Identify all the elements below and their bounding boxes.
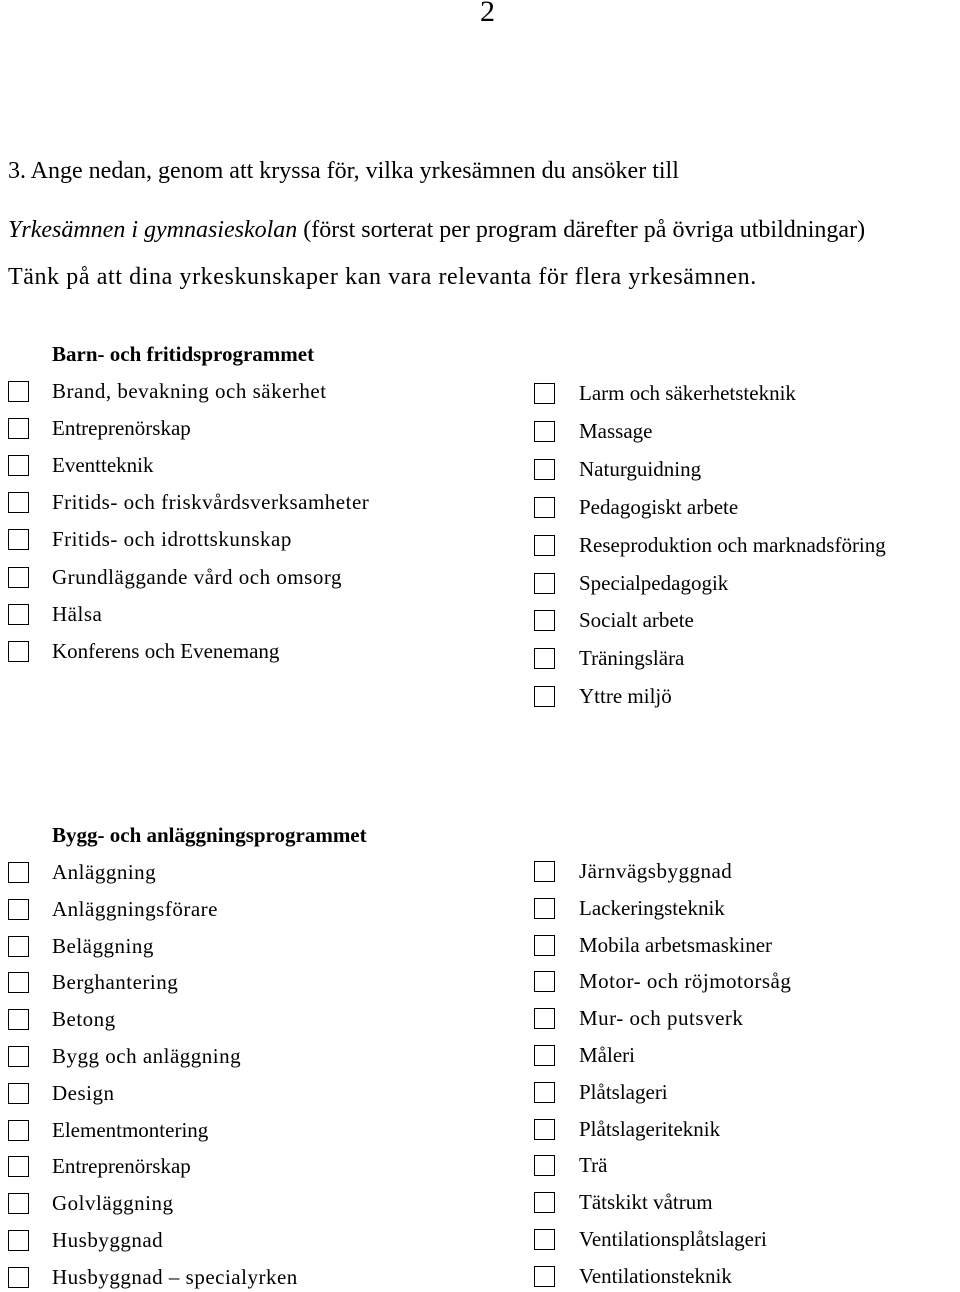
checkbox-label: Ventilationsteknik xyxy=(579,1264,732,1288)
checklist-item xyxy=(534,858,732,884)
checklist-item xyxy=(8,1043,241,1069)
checkbox[interactable] xyxy=(8,641,29,662)
checkbox[interactable] xyxy=(8,1193,29,1214)
checkbox[interactable] xyxy=(8,936,29,957)
subtitle-rest: (först sorterat per program därefter på övriga utbildningar) xyxy=(297,217,866,243)
checklist-item xyxy=(8,1006,116,1032)
checkbox[interactable] xyxy=(534,1192,555,1213)
checkbox-label: Elementmontering xyxy=(52,1118,209,1142)
checkbox-label: Eventteknik xyxy=(52,453,154,477)
checkbox-label: Entreprenörskap xyxy=(52,1154,191,1178)
checkbox[interactable] xyxy=(534,1045,555,1066)
checkbox[interactable] xyxy=(534,898,555,919)
checkbox[interactable] xyxy=(8,381,29,402)
checkbox[interactable] xyxy=(534,535,555,556)
checkbox-label: Beläggning xyxy=(52,934,154,958)
checkbox[interactable] xyxy=(534,1266,555,1287)
checklist-item xyxy=(8,378,327,404)
checkbox[interactable] xyxy=(8,529,29,550)
checkbox[interactable] xyxy=(534,686,555,707)
checkbox-label: Pedagogiskt arbete xyxy=(579,495,739,519)
checkbox[interactable] xyxy=(534,497,555,518)
page-number: 2 xyxy=(480,0,495,28)
checklist-item xyxy=(534,1042,635,1068)
checklist-item xyxy=(8,1190,174,1216)
checkbox[interactable] xyxy=(534,935,555,956)
checklist-item xyxy=(8,638,279,664)
checkbox[interactable] xyxy=(8,492,29,513)
checkbox-label: Konferens och Evenemang xyxy=(52,639,280,663)
checklist-item xyxy=(534,570,728,596)
checklist-item xyxy=(8,415,191,441)
checkbox[interactable] xyxy=(8,455,29,476)
checklist-item xyxy=(8,1264,298,1290)
checklist-item xyxy=(8,564,342,590)
checkbox[interactable] xyxy=(534,421,555,442)
checklist-item xyxy=(8,933,154,959)
checkbox[interactable] xyxy=(8,972,29,993)
section-title: Barn- och fritidsprogrammet xyxy=(52,342,315,366)
checkbox-label: Mobila arbetsmaskiner xyxy=(579,933,773,957)
checkbox[interactable] xyxy=(534,383,555,404)
checkbox-label: Lackeringsteknik xyxy=(579,896,725,920)
checklist-item xyxy=(534,1079,668,1105)
checklist-item xyxy=(534,380,796,406)
checklist-item xyxy=(534,968,791,994)
checklist-item xyxy=(534,532,886,558)
checklist-item xyxy=(8,452,153,478)
checkbox-label: Design xyxy=(52,1081,115,1105)
checkbox[interactable] xyxy=(8,418,29,439)
checkbox[interactable] xyxy=(534,459,555,480)
checkbox-label: Berghantering xyxy=(52,970,179,994)
checkbox[interactable] xyxy=(8,1230,29,1251)
checkbox-label: Husbyggnad – specialyrken xyxy=(52,1265,298,1289)
checkbox-label: Husbyggnad xyxy=(52,1228,164,1252)
subtitle-italic: Yrkesämnen i gymnasieskolan xyxy=(8,217,298,243)
checkbox-label: Betong xyxy=(52,1007,116,1031)
checklist-item xyxy=(534,418,652,444)
checkbox-label: Plåtslageriteknik xyxy=(579,1117,721,1141)
checklist-item xyxy=(534,895,725,921)
checkbox-label: Golvläggning xyxy=(52,1191,174,1215)
checkbox-label: Reseproduktion och marknadsföring xyxy=(579,533,886,557)
checkbox-label: Måleri xyxy=(579,1043,635,1067)
checklist-item xyxy=(8,601,102,627)
checkbox[interactable] xyxy=(534,1119,555,1140)
checklist-item xyxy=(8,1080,115,1106)
checkbox-label: Fritids- och idrottskunskap xyxy=(52,527,292,551)
checkbox[interactable] xyxy=(534,1155,555,1176)
checkbox[interactable] xyxy=(8,862,29,883)
checkbox[interactable] xyxy=(534,610,555,631)
checkbox-label: Brand, bevakning och säkerhet xyxy=(52,379,327,403)
checkbox-label: Bygg och anläggning xyxy=(52,1044,242,1068)
checkbox-label: Anläggning xyxy=(52,860,157,884)
checkbox[interactable] xyxy=(8,604,29,625)
checkbox-label: Hälsa xyxy=(52,602,103,626)
checkbox-label: Anläggningsförare xyxy=(52,897,218,921)
checkbox[interactable] xyxy=(8,1267,29,1288)
checkbox-label: Entreprenörskap xyxy=(52,416,191,440)
checklist-item xyxy=(534,1226,767,1252)
checklist-item xyxy=(534,607,694,633)
checklist-item xyxy=(8,526,292,552)
checkbox[interactable] xyxy=(534,1229,555,1250)
question-subtitle xyxy=(8,213,865,247)
checklist-item xyxy=(8,489,369,515)
checkbox[interactable] xyxy=(8,1046,29,1067)
checklist-item xyxy=(534,1116,720,1142)
checklist-item xyxy=(534,456,701,482)
checklist-item xyxy=(8,1117,208,1143)
checkbox-label: Träningslära xyxy=(579,646,685,670)
checklist-item xyxy=(534,1152,607,1178)
checkbox-label: Socialt arbete xyxy=(579,608,694,632)
checklist-item xyxy=(534,645,684,671)
checkbox-label: Motor- och röjmotorsåg xyxy=(579,969,792,993)
section-title: Bygg- och anläggningsprogrammet xyxy=(52,823,367,847)
checkbox[interactable] xyxy=(8,567,29,588)
checkbox-label: Naturguidning xyxy=(579,457,702,481)
checkbox-label: Plåtslageri xyxy=(579,1080,668,1104)
checkbox-label: Yttre miljö xyxy=(579,684,672,708)
checklist-item xyxy=(534,1263,732,1289)
checkbox-label: Specialpedagogik xyxy=(579,571,729,595)
checkbox-label: Tätskikt våtrum xyxy=(579,1190,713,1214)
checkbox-label: Trä xyxy=(579,1153,608,1177)
checkbox[interactable] xyxy=(8,1083,29,1104)
question-note: Tänk på att dina yrkeskunskaper kan vara relevanta för flera yrkesämnen. xyxy=(8,264,757,290)
question-heading: 3. Ange nedan, genom att kryssa för, vilka yrkesämnen du ansöker till xyxy=(8,158,679,184)
checkbox[interactable] xyxy=(8,899,29,920)
checkbox-label: Ventilationsplåtslageri xyxy=(579,1227,767,1251)
checklist-item xyxy=(8,969,178,995)
checklist-item xyxy=(534,932,772,958)
checkbox[interactable] xyxy=(534,648,555,669)
checkbox[interactable] xyxy=(534,861,555,882)
checkbox[interactable] xyxy=(8,1120,29,1141)
checkbox[interactable] xyxy=(8,1009,29,1030)
checklist-item xyxy=(534,494,738,520)
checkbox-label: Grundläggande vård och omsorg xyxy=(52,565,342,589)
checkbox[interactable] xyxy=(8,1156,29,1177)
checkbox-label: Fritids- och friskvårdsverksamheter xyxy=(52,490,370,514)
checklist-item xyxy=(8,1153,191,1179)
checkbox-label: Mur- och putsverk xyxy=(579,1006,744,1030)
checkbox[interactable] xyxy=(534,1008,555,1029)
checklist-item xyxy=(8,1227,163,1253)
checklist-item xyxy=(534,1189,713,1215)
checklist-item xyxy=(534,1005,743,1031)
checklist-item xyxy=(8,896,218,922)
checklist-item xyxy=(534,683,672,709)
checkbox-label: Larm och säkerhetsteknik xyxy=(579,381,796,405)
checkbox-label: Järnvägsbyggnad xyxy=(579,859,733,883)
checkbox[interactable] xyxy=(534,573,555,594)
checkbox-label: Massage xyxy=(579,419,653,443)
checkbox[interactable] xyxy=(534,1082,555,1103)
checkbox[interactable] xyxy=(534,971,555,992)
checklist-item xyxy=(8,859,156,885)
